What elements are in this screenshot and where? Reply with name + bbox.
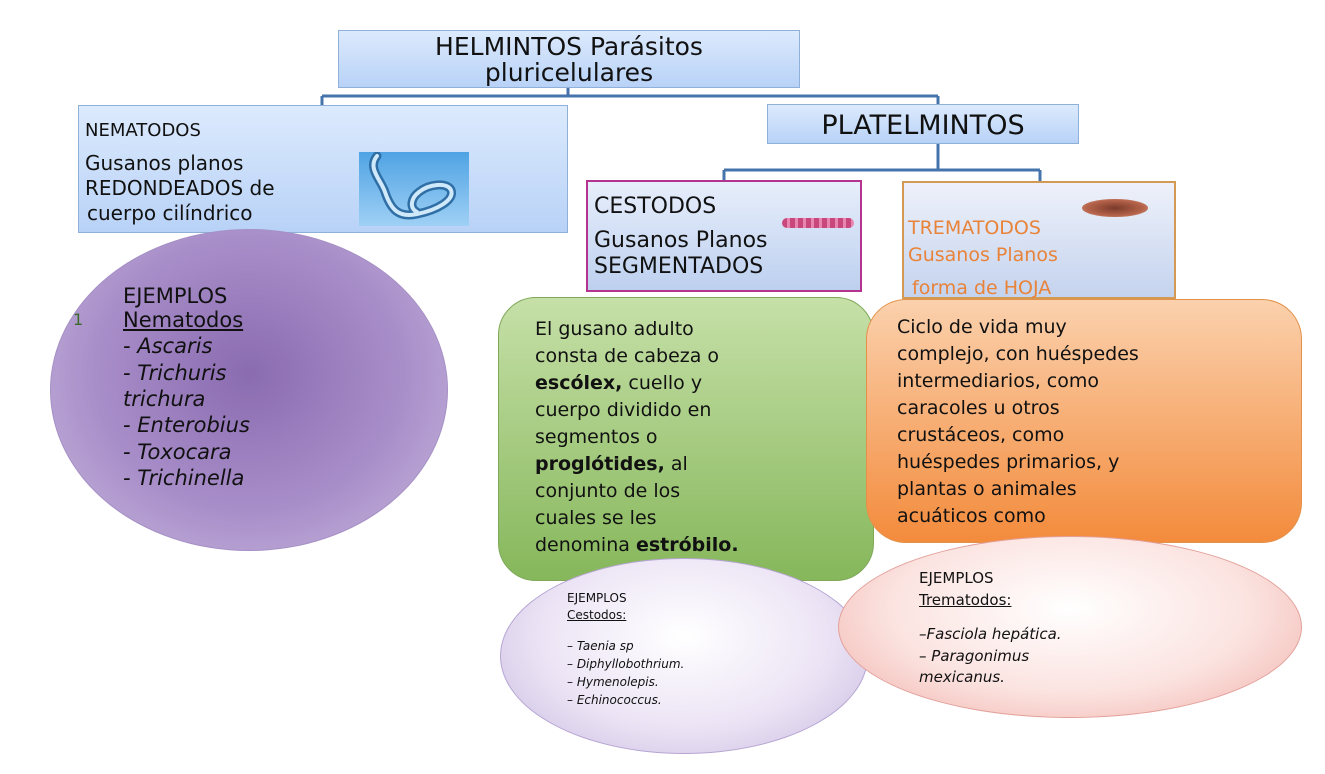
trematodos-desc-line4: caracoles u otros xyxy=(897,397,1060,419)
cestodos-desc-line2: consta de cabeza o xyxy=(535,345,720,367)
ejemplo-trichuris: - Trichuris xyxy=(123,361,227,385)
ejemplos-cestodos-circle xyxy=(500,558,868,754)
ejemplo-echinococcus: – Echinococcus. xyxy=(567,693,662,707)
cestodos-line2: SEGMENTADOS xyxy=(594,254,764,279)
cestodos-desc-line6-rest: al xyxy=(664,453,688,475)
cestodos-desc-line4: cuerpo dividido en xyxy=(535,399,712,421)
cestodos-desc-line1: El gusano adulto xyxy=(535,318,694,340)
fluke-icon xyxy=(1082,199,1148,217)
ejemplos-nematodos-subheading: Nematodos xyxy=(123,308,244,332)
trematodos-desc-line8: acuáticos como xyxy=(897,505,1046,527)
ejemplos-nematodos-bullet: 1 xyxy=(73,310,84,329)
platelmintos-title: PLATELMINTOS xyxy=(821,110,1025,141)
node-cestodos xyxy=(586,180,862,292)
node-nematodos xyxy=(78,105,568,233)
root-node-helmintos xyxy=(338,30,800,88)
nematodos-line2: REDONDEADOS de xyxy=(85,176,275,200)
root-title-line1: HELMINTOS Parásitos xyxy=(435,32,703,61)
cestodos-desc-line3 xyxy=(535,372,702,394)
trematodos-title: TREMATODOS xyxy=(908,217,1041,239)
ejemplos-nematodos-circle xyxy=(50,229,448,551)
ejemplo-trichura: trichura xyxy=(123,387,206,411)
trematodos-line2: forma de HOJA xyxy=(912,277,1052,299)
cestodos-desc-line3-rest: cuello y xyxy=(622,372,703,394)
nematodos-line3: cuerpo cilíndrico xyxy=(87,201,253,225)
ejemplos-nematodos-heading: EJEMPLOS xyxy=(123,284,228,308)
node-platelmintos xyxy=(767,104,1079,144)
term-proglotides: proglótides, xyxy=(535,453,665,475)
cestodos-description-box xyxy=(498,297,874,581)
cestodos-desc-line8: cuales se les xyxy=(535,507,657,529)
ejemplo-trichinella: - Trichinella xyxy=(123,466,245,490)
ejemplos-trematodos-circle xyxy=(838,536,1302,718)
trematodos-line1: Gusanos Planos xyxy=(908,244,1058,266)
ejemplo-hymenolepis: – Hymenolepis. xyxy=(567,675,659,689)
trematodos-desc-line7: plantas o animales xyxy=(897,478,1077,500)
root-title-line2: pluricelulares xyxy=(484,58,654,87)
ejemplos-trematodos-subheading: Trematodos: xyxy=(919,591,1012,609)
ejemplo-toxocara: - Toxocara xyxy=(123,440,232,464)
worm-icon xyxy=(359,152,469,226)
ejemplos-trematodos-heading: EJEMPLOS xyxy=(919,569,994,587)
trematodos-desc-line5: crustáceos, como xyxy=(897,424,1065,446)
trematodos-desc-line1: Ciclo de vida muy xyxy=(897,316,1067,338)
cestodos-desc-line6 xyxy=(535,453,688,475)
nematodos-title: NEMATODOS xyxy=(85,120,201,141)
ejemplo-fasciola: –Fasciola hepática. xyxy=(919,625,1062,643)
term-escolex: escólex, xyxy=(535,372,623,394)
trematodos-desc-line6: huéspedes primarios, y xyxy=(897,451,1120,473)
ejemplos-cestodos-subheading: Cestodos: xyxy=(567,608,627,622)
cestodos-desc-line9-pre: denomina xyxy=(535,534,636,556)
ejemplo-ascaris: - Ascaris xyxy=(123,334,213,358)
trematodos-desc-line3: intermediarios, como xyxy=(897,370,1100,392)
term-estrobilo: estróbilo. xyxy=(635,534,739,556)
ejemplo-enterobius: - Enterobius xyxy=(123,413,250,437)
trematodos-desc-line2: complejo, con huéspedes xyxy=(897,343,1139,365)
trematodos-description-box xyxy=(866,299,1302,543)
ejemplo-mexicanus: mexicanus. xyxy=(919,668,1005,686)
cestodos-desc-line9 xyxy=(535,534,739,556)
ejemplo-diphyllobothrium: – Diphyllobothrium. xyxy=(567,657,685,671)
cestodos-desc-line5: segmentos o xyxy=(535,426,658,448)
tapeworm-icon xyxy=(782,218,854,228)
node-trematodos xyxy=(902,181,1176,299)
ejemplo-taenia: – Taenia sp xyxy=(567,639,634,653)
cestodos-line1: Gusanos Planos xyxy=(594,228,768,253)
ejemplo-paragonimus: – Paragonimus xyxy=(919,647,1030,665)
cestodos-desc-line7: conjunto de los xyxy=(535,480,681,502)
ejemplos-cestodos-heading: EJEMPLOS xyxy=(567,591,627,605)
nematodos-line1: Gusanos planos xyxy=(85,151,244,175)
cestodos-title: CESTODOS xyxy=(594,194,717,219)
